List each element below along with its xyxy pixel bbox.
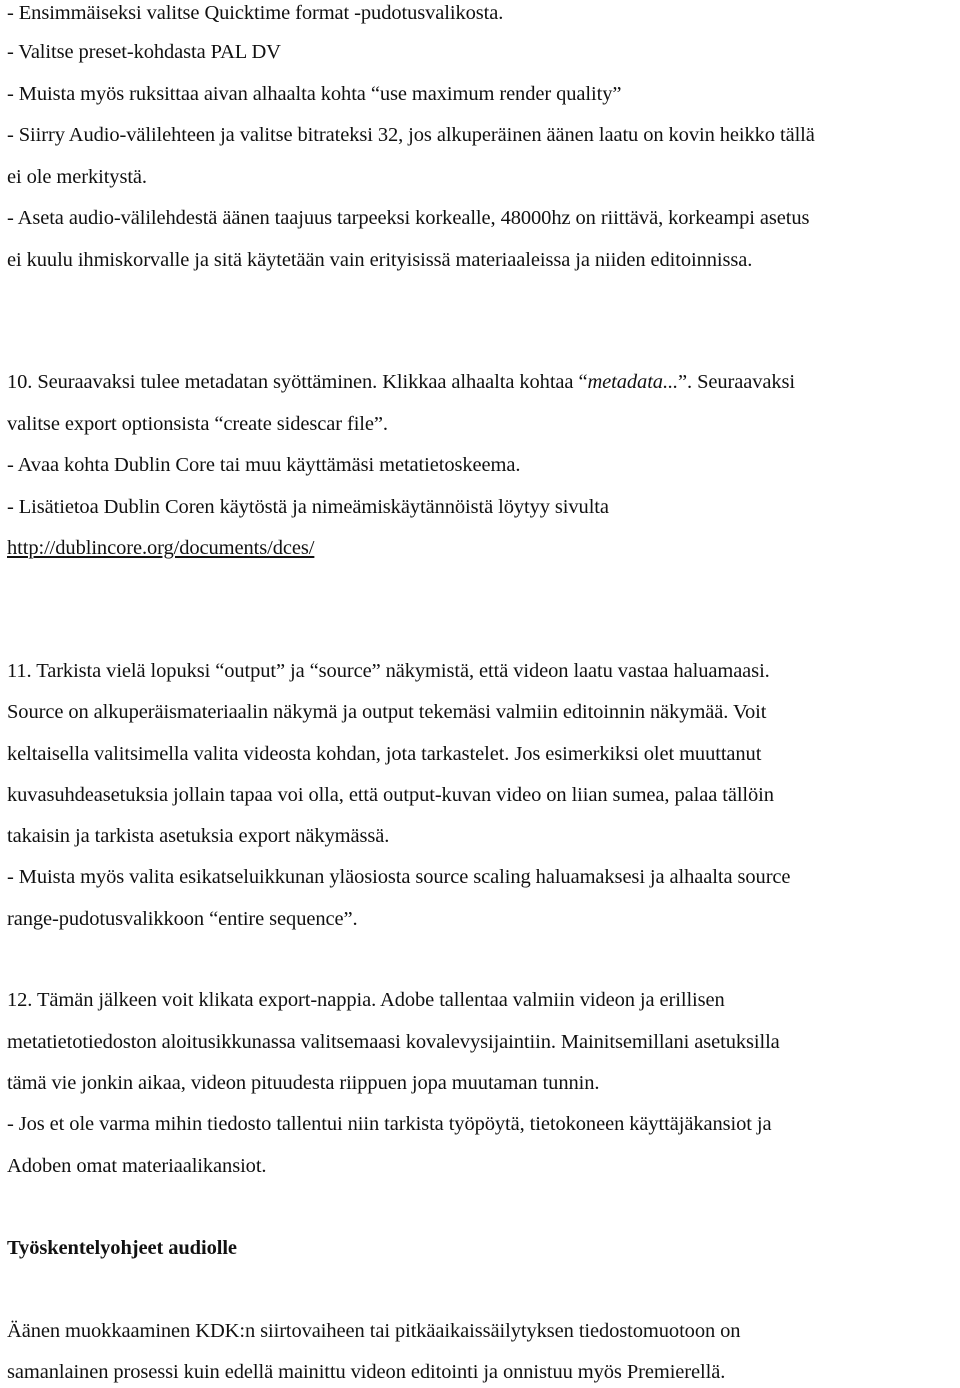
text-line: - Lisätietoa Dublin Coren käytöstä ja nimeämiskäytännöistä löytyy sivulta bbox=[7, 496, 609, 518]
text-segment: ”. Seuraavaksi bbox=[678, 371, 796, 393]
text-line: - Avaa kohta Dublin Core tai muu käyttämäsi metatietoskeema. bbox=[7, 454, 521, 476]
text-line: tämä vie jonkin aikaa, videon pituudesta riippuen jopa muutaman tunnin. bbox=[7, 1072, 600, 1094]
text-line: range-pudotusvalikkoon “entire sequence”. bbox=[7, 908, 358, 930]
section-heading: Työskentelyohjeet audiolle bbox=[7, 1237, 237, 1259]
text-line: metatietotiedoston aloitusikkunassa valitsemaasi kovalevysijaintiin. Mainitsemillani asetuksilla bbox=[7, 1031, 780, 1053]
text-line: valitse export optionsista “create sidescar file”. bbox=[7, 413, 388, 435]
text-line: - Valitse preset-kohdasta PAL DV bbox=[7, 41, 281, 63]
text-line: keltaisella valitsimella valita videosta kohdan, jota tarkastelet. Jos esimerkiksi olet muuttanut bbox=[7, 743, 762, 765]
text-line: - Siirry Audio-välilehteen ja valitse bitrateksi 32, jos alkuperäinen äänen laatu on kovin heikko tällä bbox=[7, 124, 815, 146]
link-line bbox=[7, 535, 314, 561]
dublincore-link[interactable]: http://dublincore.org/documents/dces/ bbox=[7, 537, 315, 559]
text-segment: 10. Seuraavaksi tulee metadatan syöttäminen. Klikkaa alhaalta kohtaa “ bbox=[7, 371, 588, 393]
text-line: ei kuulu ihmiskorvalle ja sitä käytetään vain erityisissä materiaaleissa ja niiden editoinnissa. bbox=[7, 249, 753, 271]
text-line: samanlainen prosessi kuin edellä mainittu videon editointi ja onnistuu myös Premierellä. bbox=[7, 1361, 726, 1383]
text-line: ei ole merkitystä. bbox=[7, 166, 147, 188]
text-line: - Aseta audio-välilehdestä äänen taajuus tarpeeksi korkealle, 48000hz on riittävä, korkeampi asetus bbox=[7, 207, 810, 229]
text-line: - Muista myös valita esikatseluikkunan yläosiosta source scaling haluamaksesi ja alhaalta source bbox=[7, 866, 791, 888]
text-line: - Ensimmäiseksi valitse Quicktime format -pudotusvalikosta. bbox=[7, 2, 504, 24]
text-line: Äänen muokkaaminen KDK:n siirtovaiheen tai pitkäaikaissäilytyksen tiedostomuotoon on bbox=[7, 1320, 741, 1342]
emphasis-metadata: metadata... bbox=[587, 371, 679, 393]
text-line: takaisin ja tarkista asetuksia export näkymässä. bbox=[7, 825, 390, 847]
text-line: 11. Tarkista vielä lopuksi “output” ja “source” näkymistä, että videon laatu vastaa haluamaasi. bbox=[7, 660, 770, 682]
text-line: - Muista myös ruksittaa aivan alhaalta kohta “use maximum render quality” bbox=[7, 83, 622, 105]
text-line: Adoben omat materiaalikansiot. bbox=[7, 1155, 267, 1177]
text-line: - Jos et ole varma mihin tiedosto tallentui niin tarkista työpöytä, tietokoneen käyttäjäkansiot ja bbox=[7, 1113, 772, 1135]
text-line: 12. Tämän jälkeen voit klikata export-nappia. Adobe tallentaa valmiin videon ja erillisen bbox=[7, 989, 725, 1011]
text-line: Source on alkuperäismateriaalin näkymä ja output tekemäsi valmiin editoinnin näkymää. Voit bbox=[7, 701, 767, 723]
text-line: kuvasuhdeasetuksia jollain tapaa voi olla, että output-kuvan video on liian sumea, palaa tällöin bbox=[7, 784, 774, 806]
step-10-line bbox=[7, 369, 795, 395]
